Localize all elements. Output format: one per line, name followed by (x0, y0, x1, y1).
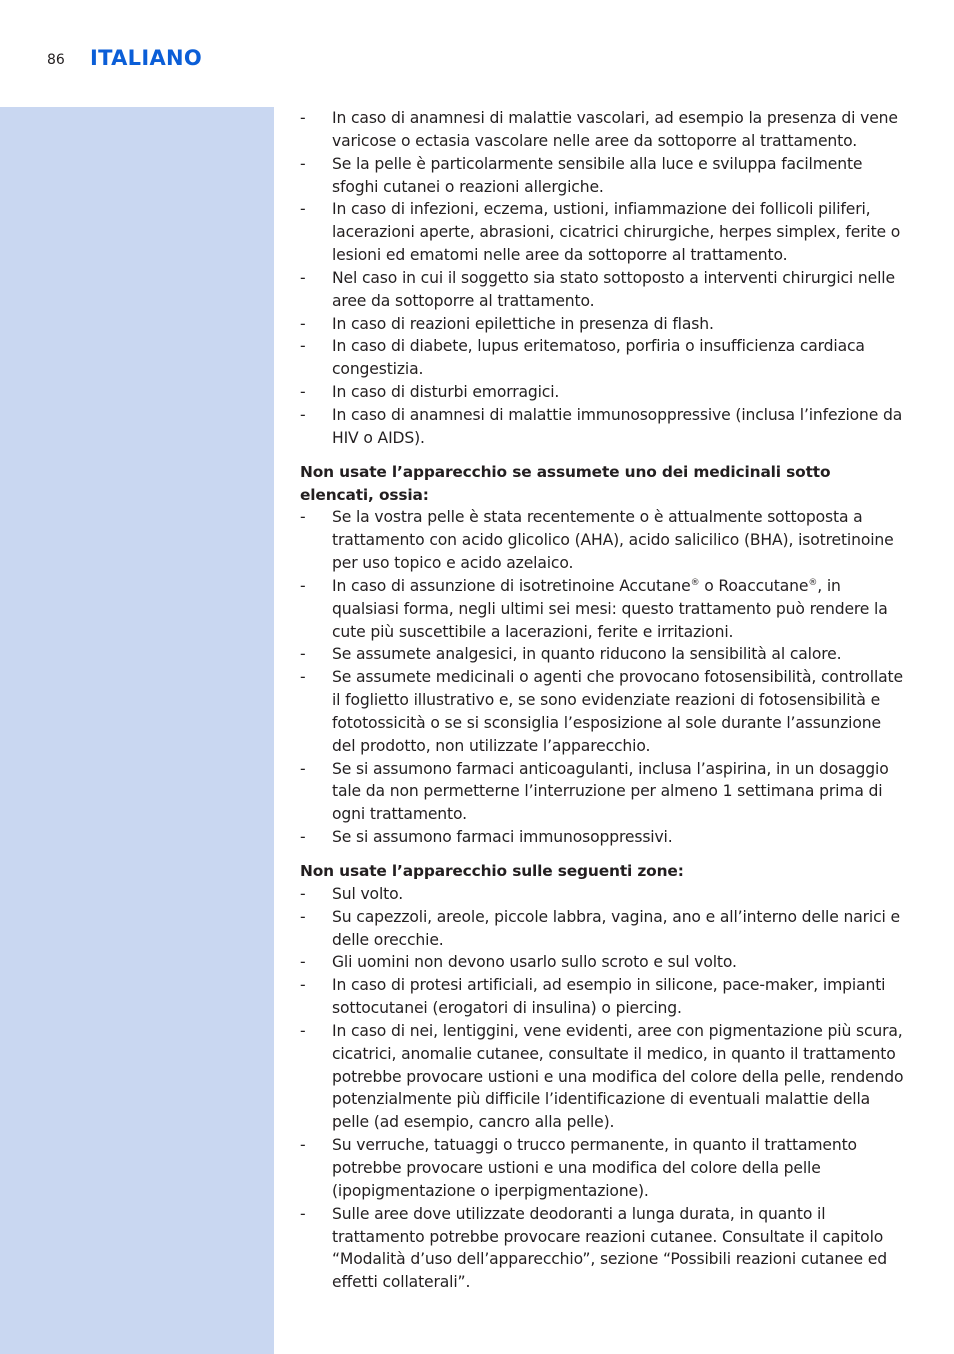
bullet-dash: - (300, 907, 306, 926)
bullet-dash: - (300, 884, 306, 903)
bullet-dash: - (300, 337, 306, 356)
list-item (300, 506, 904, 575)
list-item (300, 1020, 904, 1134)
list-item (300, 974, 904, 1020)
list-item-text: In caso di disturbi emorragici. (332, 383, 560, 402)
bullet-dash: - (300, 1136, 306, 1155)
bullet-dash: - (300, 828, 306, 847)
list-item (300, 153, 904, 199)
list-item (300, 758, 904, 827)
bullet-dash: - (300, 268, 306, 287)
list-item (300, 381, 904, 404)
bullet-dash: - (300, 383, 306, 402)
list-item-text: Su capezzoli, areole, piccole labbra, vagina, ano e all’interno delle narici e delle orecchie. (332, 907, 900, 949)
list-item-text: Sul volto. (332, 884, 404, 903)
registered-mark: ® (808, 577, 818, 588)
bullet-dash: - (300, 109, 306, 127)
list-item-text: Se si assumono farmaci immunosoppressivi. (332, 828, 673, 847)
main-content (300, 107, 904, 1294)
list-item-text: In caso di anamnesi di malattie vascolari, ad esempio la presenza di vene varicose o ectasia vascolare nelle aree da sottoporre al trattamento. (332, 109, 898, 150)
list-item (300, 575, 904, 644)
list-item (300, 1134, 904, 1203)
bullet-dash: - (300, 759, 306, 778)
bullet-dash: - (300, 200, 306, 219)
list-item-text: Nel caso in cui il soggetto sia stato sottoposto a interventi chirurgici nelle aree da sottoporre al trattamento. (332, 268, 895, 310)
medication-warning-heading: Non usate l’apparecchio se assumete uno dei medicinali sotto elencati, ossia: (300, 462, 831, 504)
bullet-dash: - (300, 405, 306, 424)
list-item (300, 883, 904, 906)
list-item-text: In caso di infezioni, eczema, ustioni, infiammazione dei follicoli piliferi, lacerazioni aperte, abrasioni, cicatrici chirurgiche, herpes simplex, ferite o lesioni ed ematomi nelle aree da sottoporre al trattamento. (332, 200, 901, 265)
list-item-text: Se assumete analgesici, in quanto riducono la sensibilità al calore. (332, 645, 842, 664)
list-item-text: In caso di reazioni epilettiche in presenza di flash. (332, 314, 714, 333)
list-item (300, 643, 904, 666)
language-title: ITALIANO (90, 46, 203, 70)
list-item (300, 906, 904, 952)
page-number: 86 (47, 52, 65, 68)
bullet-dash: - (300, 1021, 306, 1040)
list-item (300, 107, 904, 153)
bullet-dash: - (300, 645, 306, 664)
list-item-text: Se si assumono farmaci anticoagulanti, inclusa l’aspirina, in un dosaggio tale da non permetterne l’interruzione per almeno 1 settimana prima di ogni trattamento. (332, 759, 889, 824)
bullet-dash: - (300, 668, 306, 687)
list-item-text: Se la vostra pelle è stata recentemente o è attualmente sottoposta a trattamento con acido glicolico (AHA), acido salicilico (BHA), isotretinoine per uso topico e acido azelaico. (332, 508, 894, 573)
list-item-text: Su verruche, tatuaggi o trucco permanente, in quanto il trattamento potrebbe provocare ustioni e una modifica del colore della pelle (ipopigmentazione o iperpigmentazione). (332, 1136, 857, 1200)
list-item-text-part: o Roaccutane (699, 576, 809, 595)
list-item (300, 666, 904, 757)
bullet-dash: - (300, 508, 306, 527)
list-item-text: Se la pelle è particolarmente sensibile alla luce e sviluppa facilmente sfoghi cutanei o reazioni allergiche. (332, 154, 863, 196)
zones-list (300, 883, 904, 1294)
list-item-text: Sulle aree dove utilizzate deodoranti a lunga durata, in quanto il trattamento potrebbe provocare reazioni cutanee. Consultate il capitolo “Modalità d’uso dell’apparecchio”, sezione “Possibili reazioni cutanee ed effetti collaterali”. (332, 1204, 887, 1292)
list-item (300, 951, 904, 974)
list-item-text: In caso di diabete, lupus eritematoso, porfiria o insufficienza cardiaca congestizia. (332, 337, 865, 379)
list-item-text-part: , in qualsiasi forma, negli ultimi sei mesi: questo trattamento può rendere la cute più suscettibile a lacerazioni, ferite e irritazioni. (332, 576, 888, 641)
list-item-text: In caso di nei, lentiggini, vene evidenti, aree con pigmentazione più scura, cicatrici, anomalie cutanee, consultate il medico, in quanto il trattamento potrebbe provocare ustioni e una modifica del colore della pelle, rendendo potenzialmente più difficile l’identificazione di eventuali malattie della pelle (ad esempio, cancro alla pelle). (332, 1021, 904, 1132)
list-item (300, 826, 904, 849)
list-item-text: Se assumete medicinali o agenti che provocano fotosensibilità, controllate il foglietto illustrativo e, se sono evidenziate reazioni di fotosensibilità e fototossicità o se si sconsiglia l’esposizione al sole durante l’assunzione del prodotto, non utilizzate l’apparecchio. (332, 668, 903, 755)
list-item (300, 313, 904, 336)
medication-list (300, 506, 904, 849)
registered-mark: ® (690, 577, 700, 588)
bullet-dash: - (300, 576, 306, 595)
list-item-text: Gli uomini non devono usarlo sullo scroto e sul volto. (332, 953, 737, 972)
sidebar-panel (0, 107, 274, 1354)
bullet-dash: - (300, 1204, 306, 1223)
list-item-text-part: In caso di assunzione di isotretinoine Accutane (332, 576, 691, 595)
contraindication-list (300, 107, 904, 450)
bullet-dash: - (300, 314, 306, 333)
bullet-dash: - (300, 976, 306, 995)
list-item-text: In caso di anamnesi di malattie immunosoppressive (inclusa l’infezione da HIV o AIDS). (332, 405, 903, 447)
zones-warning-heading: Non usate l’apparecchio sulle seguenti zone: (300, 862, 684, 880)
list-item (300, 335, 904, 381)
list-item (300, 404, 904, 450)
list-item-text: In caso di protesi artificiali, ad esempio in silicone, pace-maker, impianti sottocutanei (erogatori di insulina) o piercing. (332, 976, 886, 1018)
list-item (300, 198, 904, 267)
list-item (300, 1203, 904, 1294)
bullet-dash: - (300, 953, 306, 972)
bullet-dash: - (300, 154, 306, 173)
list-item (300, 267, 904, 313)
